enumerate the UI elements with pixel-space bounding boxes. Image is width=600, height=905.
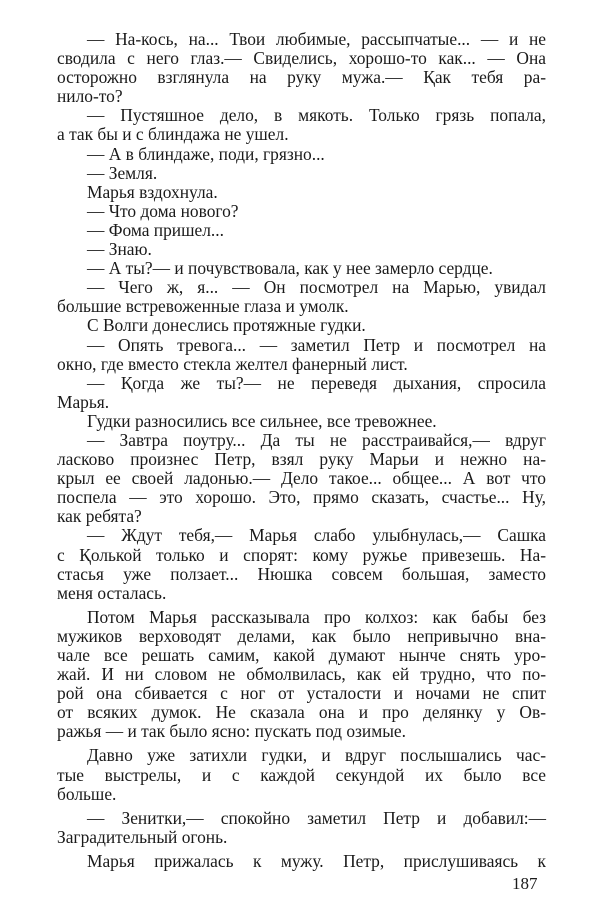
page-number: 187	[512, 874, 538, 893]
text-line: ражья — и так было ясно: пускать под озимые.	[57, 721, 406, 742]
text-line: стасья уже ползает... Нюшка совсем большая, заместо	[57, 563, 546, 584]
text-line: большие встревоженные глаза и умолк.	[57, 296, 349, 317]
text-line: — Знаю.	[87, 239, 152, 260]
text-line: Заградительный огонь.	[57, 826, 228, 847]
text-line: — А в блиндаже, поди, грязно...	[87, 143, 325, 164]
text-line: тые выстрелы, и с каждой секундой их было все	[57, 764, 546, 785]
text-line: чале все решать самим, какой думают нынче снять уро-	[57, 645, 546, 665]
book-page-text	[57, 30, 546, 871]
text-line: осторожно взглянула на руку мужа.— Қак тебя ра-	[57, 67, 546, 88]
paragraph	[57, 259, 546, 278]
paragraph	[57, 852, 546, 871]
text-line: — Опять тревога... — заметил Петр и посмотрел на	[87, 334, 546, 355]
text-line: от всяких думок. Не сказала она и про делянку у Ов-	[57, 702, 546, 723]
paragraph	[57, 431, 546, 526]
paragraph	[57, 526, 546, 602]
text-line: С Волги донеслись протяжные гудки.	[87, 315, 366, 336]
paragraph	[57, 316, 546, 335]
paragraph	[57, 809, 546, 847]
text-line: — Пустяшное дело, в мякоть. Только грязь попала,	[87, 105, 546, 126]
paragraph	[57, 374, 546, 412]
text-line: крыл ее своей ладонью.— Дело такое... общее... А вот что	[57, 468, 546, 489]
text-line: — А ты?— и почувствовала, как у нее замерло сердце.	[87, 258, 493, 279]
text-line: мужиков верховодят делами, как было непривычно вна-	[57, 625, 546, 646]
text-line: Потом Марья рассказывала про колхоз: как бабы без	[87, 606, 546, 627]
text-line: — Зенитки,— спокойно заметил Петр и добавил:—	[87, 807, 546, 828]
paragraph	[57, 608, 546, 742]
text-line: — Что дома нового?	[87, 200, 239, 221]
paragraph	[57, 278, 546, 316]
text-line: как ребята?	[57, 506, 142, 527]
text-line: жай. И ни словом не обмолвилась, как ей трудно, что по-	[57, 664, 546, 685]
paragraph	[57, 106, 546, 144]
text-line: а так бы и с блиндажа не ушел.	[57, 124, 289, 145]
text-line: — Фома пришел...	[87, 219, 224, 240]
paragraph	[57, 30, 546, 106]
text-line: с Қолькой только и спорят: кому ружье привезешь. На-	[57, 544, 546, 565]
paragraph	[57, 412, 546, 431]
paragraph	[57, 202, 546, 221]
text-line: — Қогда же ты?— не переведя дыхания, спросила	[87, 372, 546, 393]
text-line: больше.	[57, 783, 117, 804]
text-line: Марья.	[57, 391, 110, 412]
text-line: сводила с него глаз.— Свиделись, хорошо-то как... — Она	[57, 48, 546, 69]
paragraph	[57, 746, 546, 803]
text-line: — Чего ж, я... — Он посмотрел на Марью, увидал	[87, 277, 546, 298]
paragraph	[57, 336, 546, 374]
text-line: рой она сбивается с ног от усталости и ночами не спит	[57, 683, 546, 704]
text-line: — Ждут тебя,— Марья слабо улыбнулась,— Сашка	[87, 525, 546, 546]
text-line: нило-то?	[57, 86, 123, 107]
text-line: — На-кось, на... Твои любимые, рассыпчатые... — и не	[87, 29, 546, 49]
text-line: Гудки разносились все сильнее, все тревожнее.	[87, 410, 437, 431]
text-line: поспела — это хорошо. Это, прямо сказать, счастье... Ну,	[57, 487, 546, 508]
paragraph	[57, 145, 546, 164]
text-line: — Завтра поутру... Да ты не расстраивайся,— вдруг	[87, 429, 546, 450]
paragraph	[57, 164, 546, 183]
text-line: Марья прижалась к мужу. Петр, прислушиваясь к	[87, 850, 546, 871]
paragraph	[57, 183, 546, 202]
paragraph	[57, 221, 546, 240]
text-line: ласково произнес Петр, взял руку Марьи и нежно на-	[57, 449, 546, 470]
paragraph	[57, 240, 546, 259]
text-line: окно, где вместо стекла желтел фанерный лист.	[57, 353, 408, 374]
text-line: — Земля.	[87, 162, 158, 183]
text-line: меня осталась.	[57, 582, 167, 603]
text-line: Давно уже затихли гудки, и вдруг послышались час-	[87, 745, 546, 766]
text-line: Марья вздохнула.	[87, 181, 218, 202]
